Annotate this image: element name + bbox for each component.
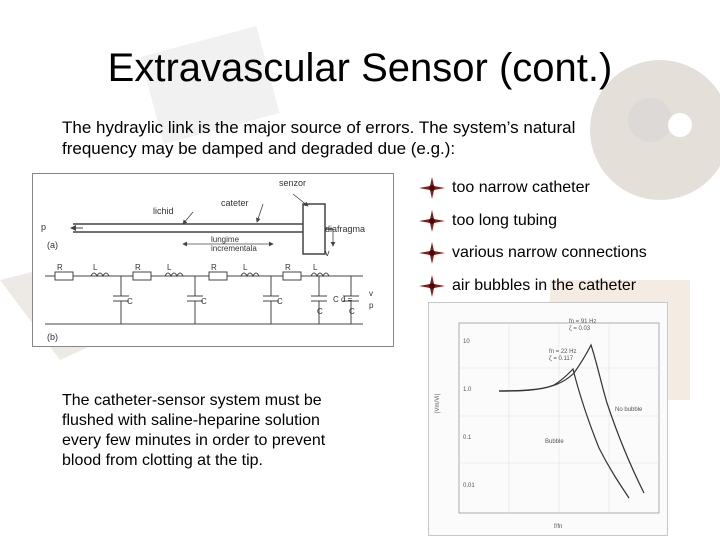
label-xlabel: f/fn [554,524,563,530]
list-item [418,209,647,242]
label-senzor: senzor [279,178,307,188]
list-item-label: various narrow connections [452,244,647,261]
label-lc2: L [167,263,172,272]
intro-text: The hydraylic link is the major source of errors. The system’s natural frequency may be damped and degraded due (e.g.): [62,118,576,158]
star-bullet-icon [418,241,446,265]
label-lichid: lichid [153,206,174,216]
sensor-circuit-figure [32,173,394,347]
label-a: (a) [47,240,58,250]
label-rs: R [285,263,291,272]
label-zeta1: ζ = 0.03 [569,326,591,332]
label-v: v [325,248,330,258]
label-cc2: C [201,297,207,306]
label-lungime: lungime [211,235,240,244]
label-y10: 10 [463,339,470,345]
flushing-note: The catheter-sensor system must be flushed with saline-heparine solution every few minutes in order to prevent blood from clotting at the tip. [62,392,326,469]
label-p-under: p [369,301,374,310]
frequency-response-plot [429,303,667,535]
label-cs: C [317,307,323,316]
list-item [418,176,647,209]
label-fn90: fn = 91 Hz [569,319,597,325]
label-y001: 0.01 [463,483,475,489]
list-item-label: too narrow catheter [452,179,590,196]
star-bullet-icon [418,209,446,233]
star-bullet-icon [418,176,446,200]
label-lc1: L [93,263,98,272]
slide-title: Extravascular Sensor (cont.) [107,46,613,90]
label-diafragma: diafragma [325,224,366,234]
label-v-over: v [369,289,373,298]
label-ls: L [313,263,318,272]
label-rc2: R [135,263,141,272]
sensor-circuit-diagram [33,174,393,346]
label-rc1: R [57,263,63,272]
label-cd: C [349,307,355,316]
label-cateter: cateter [221,198,249,208]
list-item [418,241,647,274]
error-causes-list [418,176,647,306]
label-y01: 0.1 [463,435,472,441]
label-incrementala: incrementala [211,244,257,253]
list-item-label: air bubbles in the catheter [452,276,637,294]
label-cd-eq: C d = [333,295,353,304]
label-bubble: Bubble [545,439,564,445]
list-item-label: too long tubing [452,211,557,229]
frequency-response-figure [428,302,668,536]
label-lc3: L [243,263,248,272]
label-no-bubble: No bubble [615,407,643,413]
label-b: (b) [47,332,58,342]
star-bullet-icon [418,274,446,298]
label-ylabel: |Vm/Vi| [435,393,441,413]
label-cc1: C [127,297,133,306]
label-rc3: R [211,263,217,272]
label-cc3: C [277,297,283,306]
label-p: p [41,222,47,232]
label-zeta2: ζ = 0.117 [549,356,574,362]
label-fn22: fn = 22 Hz [549,349,577,355]
label-y1: 1.0 [463,387,472,393]
